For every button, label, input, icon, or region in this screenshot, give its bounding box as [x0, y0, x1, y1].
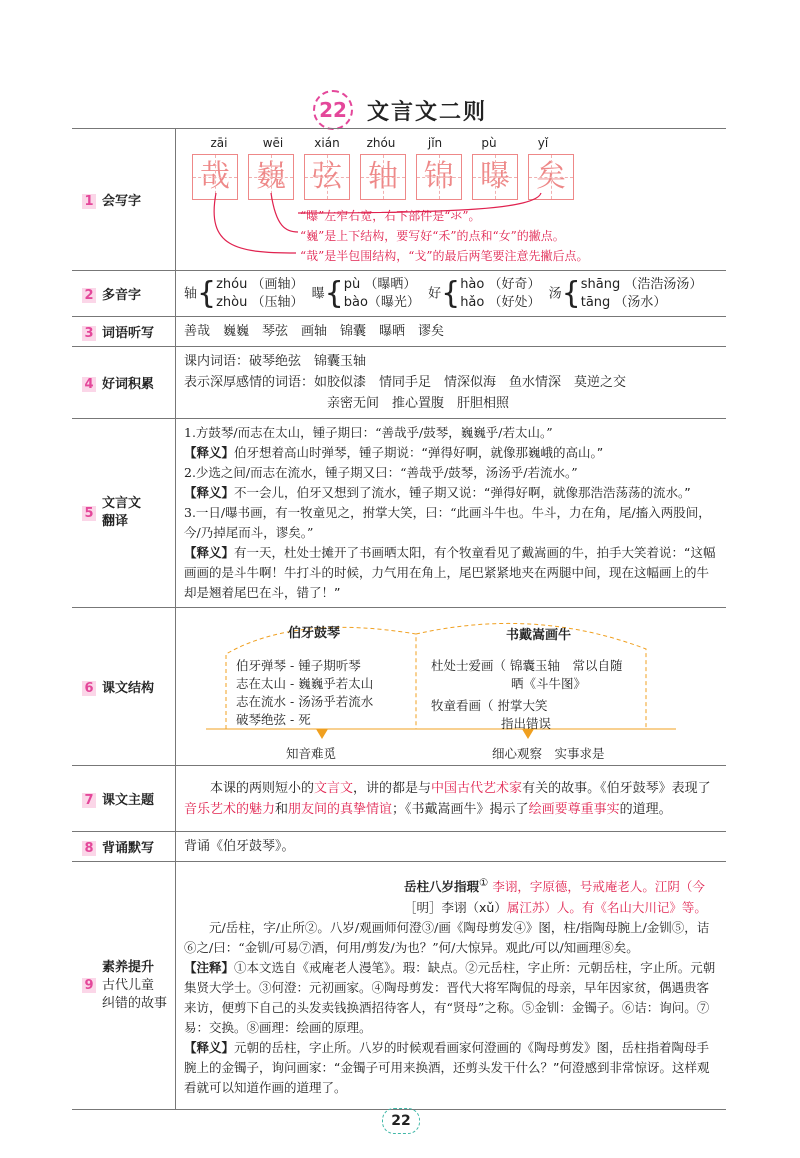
char-box: 巍 [248, 154, 294, 200]
polyphone-group: 曝{pù （曝晒） bào（曝光） [311, 275, 420, 311]
char-box: 哉 [192, 154, 238, 200]
char-box: 弦 [304, 154, 350, 200]
polyphone-group: 汤{shāng （浩浩汤汤） tāng （汤水） [548, 275, 703, 311]
lesson-heading: 文言文二则 [366, 99, 487, 125]
pinyin-row: zāi wēi xián zhóu jǐn pù yǐ [210, 136, 549, 150]
writing-notes: “曝”左窄右宽，右下部件是“氺”。 “巍”是上下结构，要写好“禾”的点和“女”的撇点。 “哉”是半包围结构，“戈”的最后两笔要注意先撇后点。 [300, 209, 589, 263]
row-theme: 7 课文主题 本课的两则短小的文言文，讲的都是与中国古代艺术家有关的故事。《伯牙鼓琴》表现了音乐艺术的魅力和朋友间的真挚情谊；《书戴嵩画牛》揭示了绘画要尊重事实的道理。 [72, 766, 726, 832]
row-structure: 6 课文结构 伯牙鼓琴 伯牙弹琴 - 锺子期听琴 志在太山 - 巍巍乎若太山 志在流水 - 汤汤乎若流水 破琴绝弦 - 死 书戴嵩画牛 杜处士爱画（ 锦囊玉轴 常以自随 晒《斗牛图》 牧童看画（ 拊掌大笑 指出错误 知音难觅 细心观察 实事求是 [72, 608, 726, 766]
row-polyphone: 2 多音字 轴{zhóu （画轴） zhòu （压轴） 曝{pù （曝晒） bào（曝光） 好{hào （好奇） hǎo （好处） 汤{shāng （浩浩汤汤） tāng （汤水） [72, 271, 726, 317]
char-box: 曝 [472, 154, 518, 200]
row-translation: 5文言文 翻译 1.方鼓琴/而志在太山，锺子期曰：“善哉乎/鼓琴，巍巍乎/若太山。” 【释义】伯牙想着高山时弹琴，锺子期说：“弹得好啊，就像那巍峨的高山。” 2.少选之间/而志在流水，锺子期又曰：“善哉乎/鼓琴，汤汤乎/若流水。” 【释义】不一会儿，伯牙又想到了流水，锺子期又说：“弹得好啊，就像那浩浩荡荡的流水。” 3.一日/曝书画，有一牧童见之，拊掌大笑，曰：“此画斗牛也。牛斗，力在角，尾/搐入两股间，今/乃掉尾而斗，谬矣。” 【释义】有一天，杜处士摊开了书画晒太阳，有个牧童看见了戴嵩画的牛，拍手大笑着说：“这幅画画的是斗牛啊！牛打斗的时候，力气用在角上，尾巴紧紧地夹在两腿中间，现在这幅画上的牛却是翘着尾巴在斗，错了！” [72, 419, 726, 608]
page-number: 22 [382, 1108, 420, 1134]
polyphone-group: 轴{zhóu （画轴） zhòu （压轴） [184, 275, 304, 311]
study-table [72, 128, 726, 1110]
polyphone-group: 好{hào （好奇） hǎo （好处） [428, 275, 541, 311]
row-dictation: 3 词语听写 善哉 巍巍 琴弦 画轴 锦囊 曝晒 谬矣 [72, 317, 726, 347]
char-box: 锦 [416, 154, 462, 200]
row-extension: 9素养提升 古代儿童 纠错的故事 岳柱八岁指瑕① 李诩，字原德，号戒庵老人。江阴（今 ［明］李诩（xǔ）属江苏）人。有《名山大川记》等。 元/岳柱，字/止所②。八岁/观画师何澄③/画《陶母剪发④》图，柱/指陶母腕上/金钏⑤，诘⑥之/曰：“金钏/可易⑦酒，何用/剪发/为也？”何/大惊异。观此/可以/知画理⑧矣。 【注释】①本文选自《戒庵老人漫笔》。瑕：缺点。②元岳柱，字止所：元朝岳柱，字止所。元朝集贤大学士。③何澄：元初画家。④陶母剪发：晋代大将军陶侃的母亲，早年因家贫，偶遇贵客来访，便剪下自己的头发卖钱换酒招待客人，有“贤母”之称。⑤金钏：金镯子。⑥诘：询问。⑦易：交换。⑧画理：绘画的原理。 【释义】元朝的岳柱，字止所。八岁的时候观看画家何澄画的《陶母剪发》图，岳柱指着陶母手腕上的金镯子，询问画家：“金镯子可用来换酒，还剪头发干什么？”何澄感到非常惊讶。这样观看就可以知道作画的道理了。 [72, 862, 726, 1110]
char-box: 矣 [528, 154, 574, 200]
char-box: 轴 [360, 154, 406, 200]
lesson-number-badge: 22 [313, 90, 353, 130]
lesson-title [0, 90, 800, 126]
row-recite: 8 背诵默写 背诵《伯牙鼓琴》。 [72, 832, 726, 862]
row-write-chars: 1 会写字 zāi wēi xián zhóu jǐn pù yǐ 哉 巍 弦 轴 锦 曝 矣 “曝”左窄右宽，右下部件是“氺”。 “巍”是上下结构，要写好“禾”的点和“女”的撇点。 “哉”是半包围结构，“戈”的最后两笔要注意先撇后点。 [72, 129, 726, 271]
row-good-words: 4 好词积累 课内词语：破琴绝弦 锦囊玉轴 表示深厚感情的词语：如胶似漆 情同手足 情深似海 鱼水情深 莫逆之交 亲密无间 推心置腹 肝胆相照 [72, 347, 726, 419]
